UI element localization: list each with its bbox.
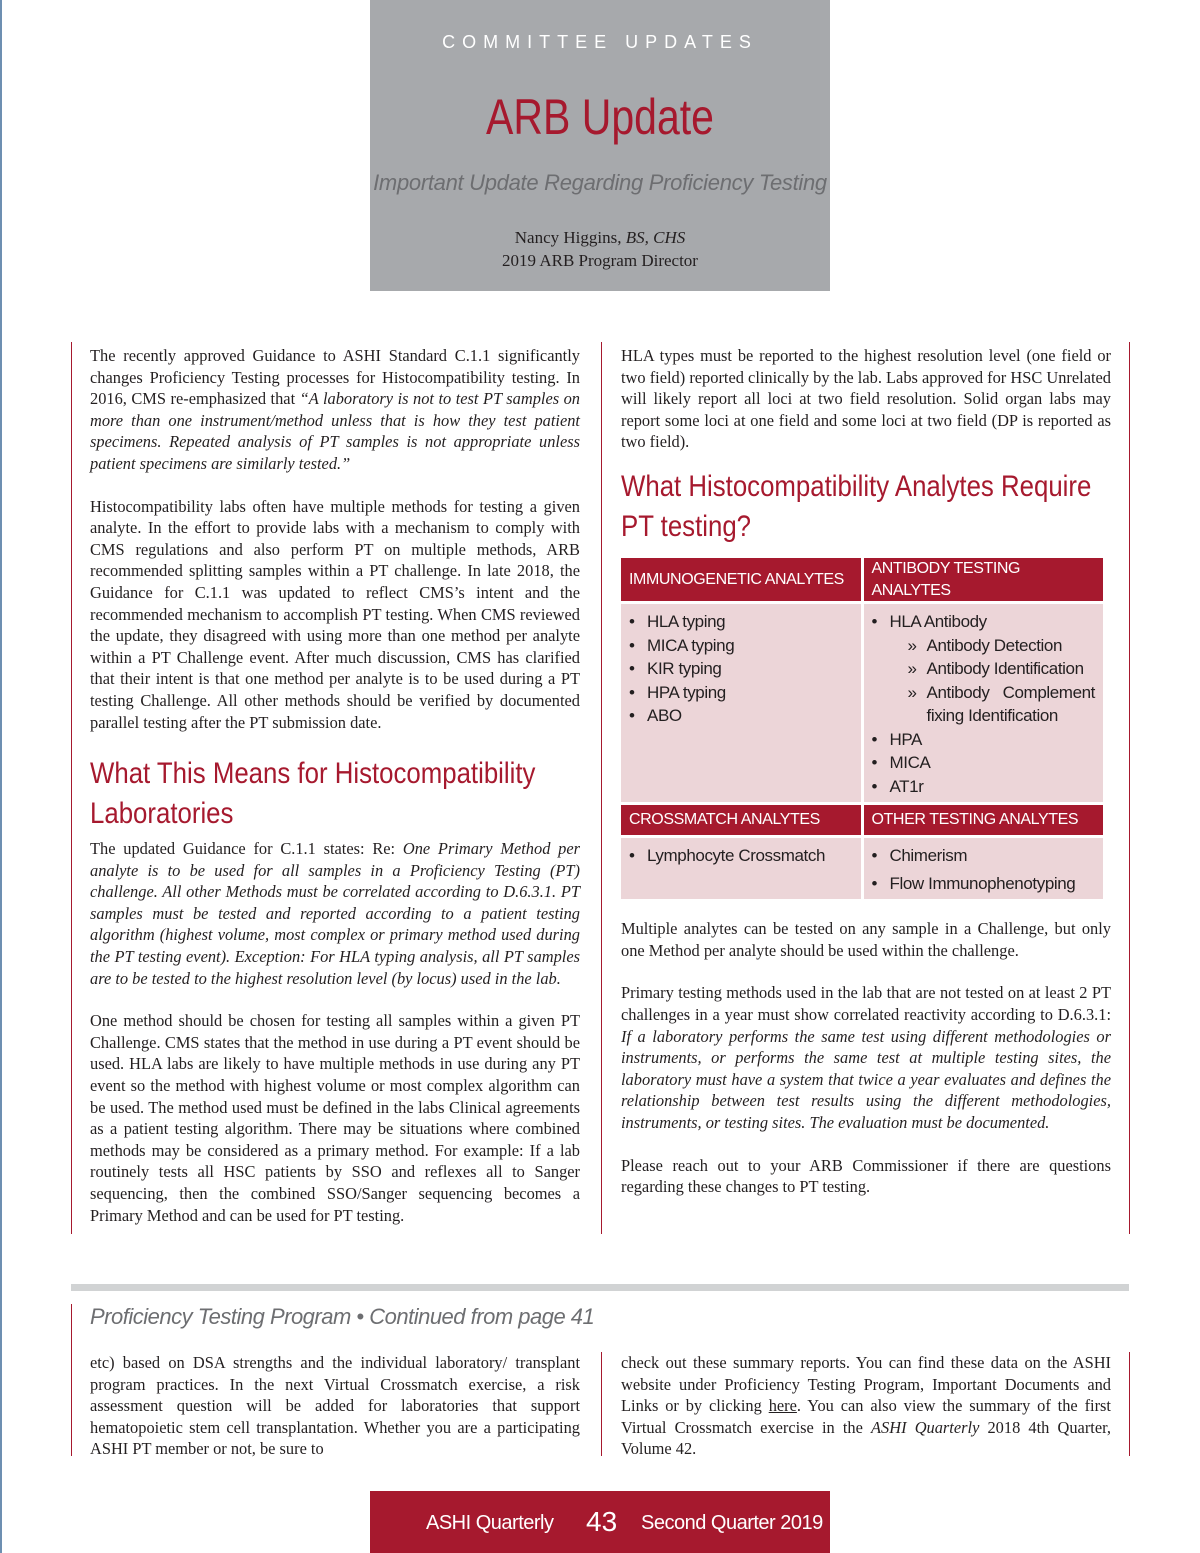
paragraph: Primary testing methods used in the lab that are not tested on at least 2 PT challenges in a year must show correlated reactivity according to D.6.3.1: If a laboratory performs the same test using different methodologies or instruments, or performs the same test at multiple testing sites, the laboratory must have a system that twice a year evaluates and defines the relationship between test results using the different methodologies, instruments, or testing sites. The evaluation must be documented. <box>621 983 1111 1132</box>
here-link[interactable]: here <box>768 1396 797 1416</box>
paragraph: The recently approved Guidance to ASHI Standard C.1.1 significantly changes Proficiency Testing processes for Histocompatibility testing. In 2016, CMS re-emphasized that “A laboratory is not to test PT samples on more than one instrument/method unless that is how they test patient specimens. Repeated analysis of PT samples is not appropriate unless patient specimens are similarly tested.” <box>90 346 581 473</box>
list-item: • MICA typing <box>629 634 853 658</box>
table-header-other: OTHER TESTING ANALYTES <box>864 805 1104 835</box>
list-item: • MICA <box>872 751 1096 775</box>
list-item: • Lymphocyte Crossmatch <box>629 844 853 868</box>
section-heading: What Histocompatibility Analytes Require PT testing? <box>621 469 1092 543</box>
sub-list-item: » Antibody Identification <box>872 657 1096 681</box>
article-title: ARB Update <box>486 89 714 145</box>
list-item: • HLA Antibody <box>872 610 1096 634</box>
list-item: • Chimerism <box>872 844 1096 868</box>
author-credentials: BS, CHS <box>625 228 686 247</box>
sub-list-item: » Antibody Detection <box>872 634 1096 658</box>
column-rule-right <box>1129 342 1130 1234</box>
table-header-antibody: ANTIBODY TESTING ANALYTES <box>864 558 1104 601</box>
sub-list-item: » Antibody Complement fixing Identification <box>872 681 1096 728</box>
footer-issue: Second Quarter 2019 <box>641 1512 823 1534</box>
other-cell <box>864 838 1104 899</box>
table-header-crossmatch: CROSSMATCH ANALYTES <box>621 805 861 835</box>
immunogenetic-cell <box>621 604 861 802</box>
list-item: • HLA typing <box>629 610 853 634</box>
list-item: • HPA <box>872 728 1096 752</box>
page-footer <box>370 1491 830 1553</box>
author-name: Nancy Higgins, <box>514 228 622 247</box>
article-subtitle: Important Update Regarding Proficiency Testing <box>373 170 827 195</box>
column-rule-left <box>71 342 72 1234</box>
crossmatch-cell <box>621 838 861 899</box>
paragraph: The updated Guidance for C.1.1 states: Re: One Primary Method per analyte is to be used for all samples in a Proficiency Testing (PT) challenge. All other Methods must be correlated according to D.6.3.1. PT samples must be tested and reported according to a patient testing algorithm (highest volume, most complex or primary method used during the PT testing event). Exception: For HLA typing analysis, all PT samples are to be tested to the highest resolution level (by locus) used in the lab. <box>90 839 580 988</box>
list-item: • Flow Immunophenotyping <box>872 872 1096 896</box>
antibody-cell <box>864 604 1104 802</box>
section-kicker: COMMITTEE UPDATES <box>442 32 758 52</box>
paragraph: HLA types must be reported to the highest resolution level (one field or two field) reported clinically by the lab. Labs approved for HSC Unrelated will likely report all loci at two field resolution. Solid organ labs may report some loci at one field and some loci at two field (DP is reported as two field). <box>621 346 1111 452</box>
analytes-table <box>618 555 1106 902</box>
paragraph: Multiple analytes can be tested on any sample in a Challenge, but only one Method per analyte should be used within the challenge. <box>621 919 1111 960</box>
list-item: • KIR typing <box>629 657 853 681</box>
author-role: 2019 ARB Program Director <box>502 251 698 270</box>
footer-journal: ASHI Quarterly <box>426 1512 554 1534</box>
continued-column-left: etc) based on DSA strengths and the individual laboratory/ transplant program practices. In the next Virtual Crossmatch exercise, a risk assessment question will be added for laboratories that support hematopoietic stem cell transplantation. Whether you are a participating ASHI PT member or not, be sure to <box>90 1353 580 1459</box>
paragraph: Please reach out to your ARB Commissioner if there are questions regarding these changes to PT testing. <box>621 1155 1111 1197</box>
column-rule-middle <box>601 342 602 1234</box>
article-column-right <box>621 345 1111 1219</box>
column-rule-middle-lower <box>601 1352 602 1456</box>
page-edge-rule <box>0 0 2 1553</box>
column-rule-left-lower <box>71 1304 72 1456</box>
table-header-immunogenetic: IMMUNOGENETIC ANALYTES <box>621 558 861 601</box>
section-divider <box>71 1284 1129 1291</box>
continued-heading: Proficiency Testing Program • Continued from page 41 <box>90 1304 595 1329</box>
list-item: • ABO <box>629 704 853 728</box>
header-banner <box>370 0 830 291</box>
list-item: • AT1r <box>872 775 1096 799</box>
byline <box>370 226 830 272</box>
article-column-left <box>90 345 580 1247</box>
list-item: • HPA typing <box>629 681 853 705</box>
paragraph: Histocompatibility labs often have multiple methods for testing a given analyte. In the effort to provide labs with a mechanism to comply with CMS regulations and also perform PT on multiple methods, ARB recommended splitting samples within a PT challenge. In late 2018, the Guidance for C.1.1 was updated to reflect CMS’s intent and the recommended mechanism to accomplish PT testing. When CMS reviewed the update, they disagreed with using more than one method per analyte within a PT Challenge event. After much discussion, CMS has clarified that their intent is that one method per analyte is to be used during a PT testing Challenge. All other methods should be verified by documented parallel testing after the PT submission date. <box>90 496 580 732</box>
paragraph: One method should be chosen for testing all samples within a given PT Challenge. CMS states that the method in use during a PT event should be used. HLA labs are likely to have multiple methods in use during any PT event so the method with highest volume or most complex algorithm can be used. The method used must be defined in the labs Clinical agreements as a patient testing algorithm. There may be situations where combined methods may be considered as a primary method. For example: If a lab routinely tests all HSC patients by SSO and reflexes all to Sanger sequencing, then the combined SSO/Sanger sequencing becomes a Primary Method and can be used for PT testing. <box>90 1011 580 1225</box>
column-rule-right-lower <box>1129 1352 1130 1456</box>
continued-column-right: check out these summary reports. You can find these data on the ASHI website under Proficiency Testing Program, Important Documents and Links or by clicking here. You can also view the summary of the first Virtual Crossmatch exercise in the ASHI Quarterly 2018 4th Quarter, Volume 42. <box>621 1353 1112 1459</box>
section-heading: What This Means for Histocompatibility Laboratories <box>90 757 536 831</box>
page-number: 43 <box>586 1506 618 1537</box>
